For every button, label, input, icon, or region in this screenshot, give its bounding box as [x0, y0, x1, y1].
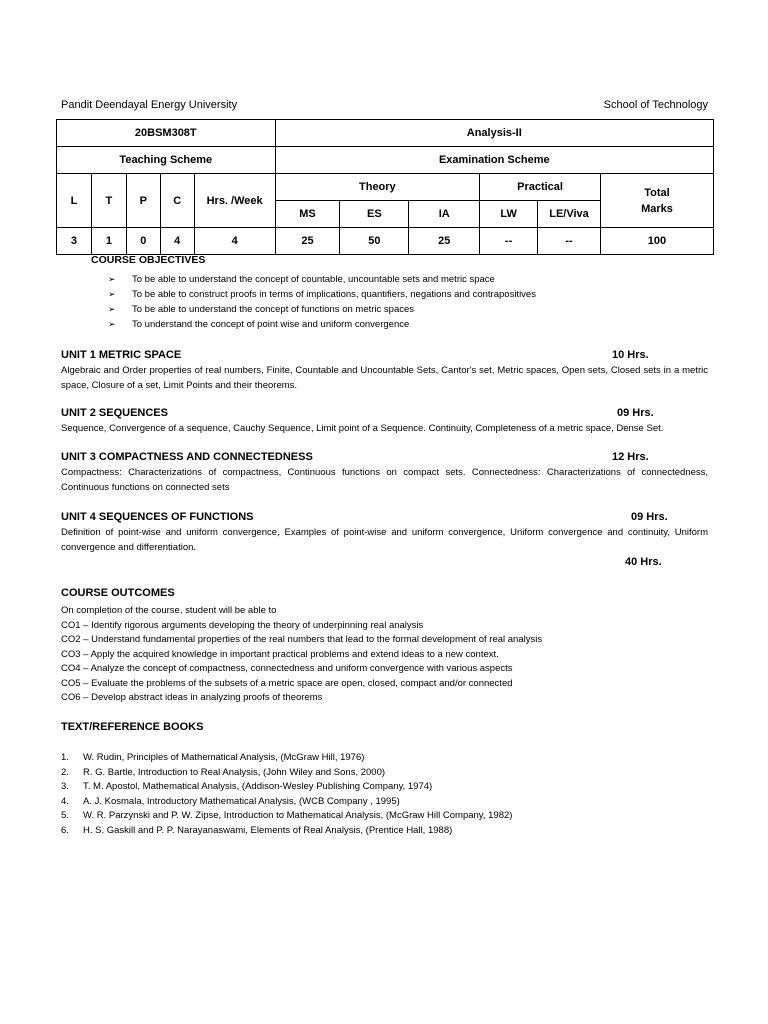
total-hours: 40 Hrs.	[625, 556, 662, 568]
list-item: CO2 – Understand fundamental properties of the real numbers that lead to the formal development of real analysis	[61, 634, 543, 645]
list-item: 5. W. R. Parzynski and P. W. Zipse, Introduction to Mathematical Analysis, (McGraw Hill Company, 1982)	[61, 810, 513, 821]
list-item: ➢ To be able to understand the concept of functions on metric spaces	[108, 304, 415, 315]
col-header-es: ES	[340, 201, 409, 228]
col-header-lw: LW	[480, 201, 538, 228]
col-header-t: T	[91, 174, 126, 228]
value-es: 50	[340, 228, 409, 255]
examination-scheme-header: Examination Scheme	[275, 147, 713, 174]
value-c: 4	[160, 228, 194, 255]
list-item: CO5 – Evaluate the problems of the subsets of a metric space are open, closed, compact and/or connected	[61, 677, 513, 689]
teaching-scheme-header: Teaching Scheme	[57, 147, 276, 174]
table-row	[57, 228, 714, 255]
list-item: CO4 – Analyze the concept of compactness, connectedness and uniform convergence with various aspects	[61, 663, 513, 674]
col-header-p: P	[126, 174, 160, 228]
unit-4-content: Definition of point-wise and uniform convergence, Examples of point-wise and uniform convergence, Uniform convergence and continuity, Uniform convergence and differentiation.	[61, 527, 708, 553]
value-ia: 25	[409, 228, 480, 255]
arrow-bullet-icon: ➢	[108, 319, 116, 329]
list-item: 4. A. J. Kosmala, Introductory Mathematical Analysis, (WCB Company , 1995)	[61, 795, 400, 807]
list-item: CO1 – Identify rigorous arguments developing the theory of underpinning real analysis	[61, 619, 424, 631]
col-header-c: C	[160, 174, 194, 228]
col-header-ia: IA	[409, 201, 480, 228]
course-objectives-title: COURSE OBJECTIVES	[91, 254, 206, 266]
list-item: 2. R. G. Bartle, Introduction to Real Analysis, (John Wiley and Sons, 2000)	[61, 766, 386, 778]
arrow-bullet-icon: ➢	[108, 289, 116, 299]
unit-4-hours: 09 Hrs.	[631, 511, 668, 523]
list-item: CO3 – Apply the acquired knowledge in important practical problems and extend ideas to a new context.	[61, 648, 499, 660]
arrow-bullet-icon: ➢	[108, 304, 116, 314]
course-code: 20BSM308T	[57, 120, 276, 147]
list-item: 6. H. S. Gaskill and P. P. Narayanaswami, Elements of Real Analysis, (Prentice Hall, 1988)	[61, 824, 453, 836]
practical-header: Practical	[480, 174, 601, 201]
value-ms: 25	[275, 228, 340, 255]
unit-1-content: Algebraic and Order properties of real numbers, Finite, Countable and Uncountable Sets, Cantor's set, Metric spaces, Open sets, Closed sets in a metric space, Closure of a set, Limit Points and their theorems.	[61, 365, 708, 391]
value-lw: --	[480, 228, 538, 255]
list-item: ➢ To be able to understand the concept of countable, uncountable sets and metric space	[108, 274, 495, 285]
unit-3-hours: 12 Hrs.	[612, 451, 649, 463]
unit-3-content: Compactness: Characterizations of compactness, Continuous functions on compact sets. Connectedness: Characterizations of connectedness, Continuous functions on connected sets	[61, 467, 708, 493]
list-item: 1. W. Rudin, Principles of Mathematical Analysis, (McGraw Hill, 1976)	[61, 752, 365, 763]
value-l: 3	[57, 228, 92, 255]
course-scheme-table	[56, 119, 714, 255]
books-list	[61, 751, 512, 838]
col-header-ms: MS	[275, 201, 340, 228]
unit-1-hours: 10 Hrs.	[612, 349, 649, 361]
unit-2-content: Sequence, Convergence of a sequence, Cauchy Sequence, Limit point of a Sequence. Continuity, Completeness of a metric space, Dense Set.	[61, 423, 664, 434]
col-header-hrs-week: Hrs. /Week	[194, 174, 275, 228]
objectives-list	[108, 272, 536, 332]
value-total-marks: 100	[600, 228, 713, 255]
unit-4-title: UNIT 4 SEQUENCES OF FUNCTIONS	[61, 511, 254, 523]
unit-3-title: UNIT 3 COMPACTNESS AND CONNECTEDNESS	[61, 451, 313, 463]
value-le-viva: --	[538, 228, 601, 255]
outcomes-list	[61, 604, 542, 706]
total-marks-header: Total Marks	[600, 174, 713, 228]
list-item: ➢ To understand the concept of point wise and uniform convergence	[108, 319, 410, 330]
list-item: CO6 – Develop abstract ideas in analyzing proofs of theorems	[61, 692, 323, 703]
theory-header: Theory	[275, 174, 480, 201]
outcomes-intro: On completion of the course, student will be able to	[61, 605, 277, 616]
school-name: School of Technology	[603, 99, 708, 111]
value-hrs-week: 4	[194, 228, 275, 255]
col-header-le-viva: LE/Viva	[538, 201, 601, 228]
unit-2-title: UNIT 2 SEQUENCES	[61, 407, 168, 419]
list-item: 3. T. M. Apostol, Mathematical Analysis, (Addison-Wesley Publishing Company, 1974)	[61, 781, 433, 792]
value-p: 0	[126, 228, 160, 255]
col-header-l: L	[57, 174, 92, 228]
course-outcomes-title: COURSE OUTCOMES	[61, 587, 175, 599]
list-item: ➢ To be able to construct proofs in terms of implications, quantifiers, negations and contrapositives	[108, 289, 536, 300]
reference-books-title: TEXT/REFERENCE BOOKS	[61, 721, 204, 733]
table-row	[57, 147, 714, 174]
table-row	[57, 174, 714, 201]
table-row	[57, 120, 714, 147]
value-t: 1	[91, 228, 126, 255]
university-name: Pandit Deendayal Energy University	[61, 99, 238, 111]
unit-2-hours: 09 Hrs.	[617, 407, 654, 419]
course-name: Analysis-II	[275, 120, 713, 147]
unit-1-title: UNIT 1 METRIC SPACE	[61, 349, 182, 361]
arrow-bullet-icon: ➢	[108, 274, 116, 284]
